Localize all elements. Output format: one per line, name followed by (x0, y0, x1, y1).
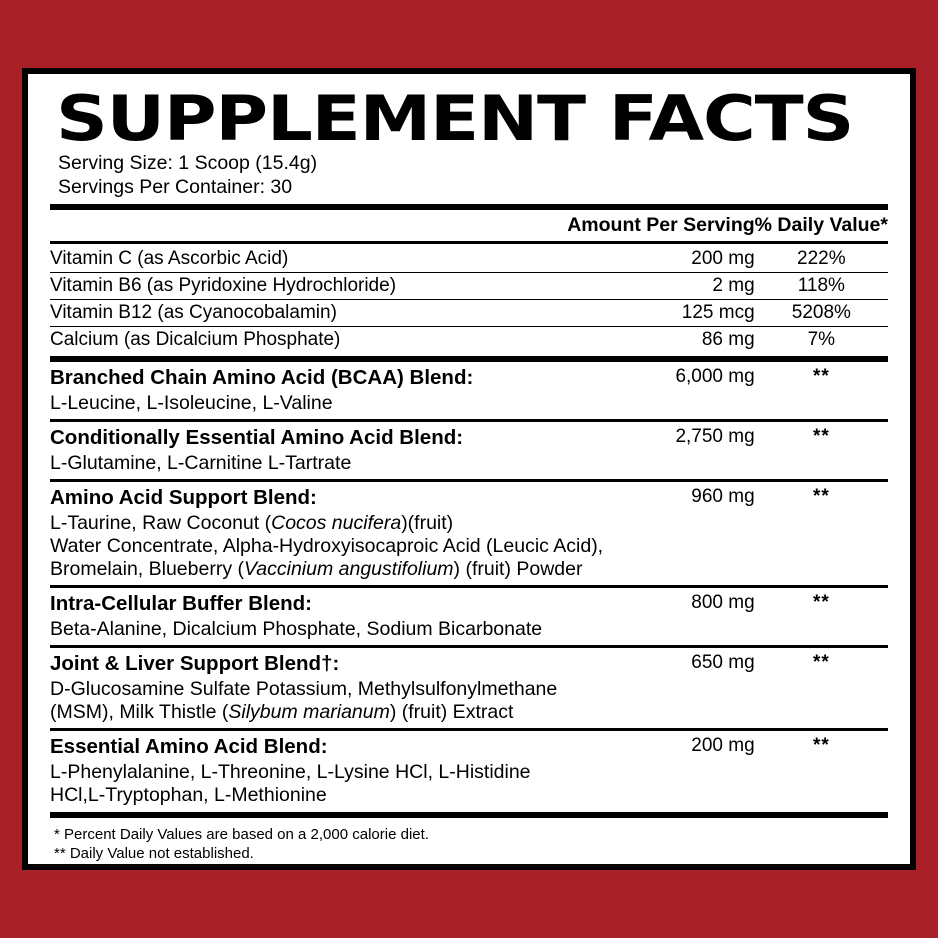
blend-ingredients (50, 677, 888, 725)
blend-amount: 200 mg (691, 734, 755, 756)
divider (50, 582, 888, 591)
table-row (50, 247, 888, 271)
divider-header (50, 238, 888, 247)
blend-daily-value: ** (812, 485, 830, 507)
ingredient-line: D-Glucosamine Sulfate Potassium, Methylsulfonylmethane (50, 677, 558, 700)
ingredient-line: L-Phenylalanine, L-Threonine, L-Lysine HCl, L-Histidine (50, 760, 531, 783)
blend-ingredients-row (50, 760, 888, 808)
divider (50, 416, 888, 425)
blend-name: Branched Chain Amino Acid (BCAA) Blend: (50, 365, 474, 389)
header-name (50, 213, 567, 238)
panel-inner (28, 74, 910, 864)
nutrient-daily-value: 5208% (791, 301, 851, 323)
ingredient-line: Bromelain, Blueberry (Vaccinium angustifolium) (fruit) Powder (50, 557, 583, 580)
supplement-facts-panel (22, 68, 916, 870)
divider (50, 476, 888, 485)
nutrient-name: Calcium (as Dicalcium Phosphate) (50, 328, 341, 350)
blend-amount: 960 mg (691, 485, 755, 507)
ingredient-line: HCl,L-Tryptophan, L-Methionine (50, 783, 327, 806)
blend-ingredients-row (50, 511, 888, 582)
table-row (50, 301, 888, 325)
table-row (50, 274, 888, 298)
divider-bottom (50, 808, 888, 821)
blend-ingredients (50, 511, 888, 582)
blend-ingredients-row (50, 391, 888, 416)
nutrient-daily-value: 7% (807, 328, 836, 350)
table-row (50, 328, 888, 352)
blend-daily-value: ** (812, 651, 830, 673)
nutrient-amount: 125 mcg (681, 301, 755, 323)
blend-amount: 800 mg (691, 591, 755, 613)
divider-top (50, 200, 888, 213)
blend-name: Conditionally Essential Amino Acid Blend: (50, 425, 464, 449)
nutrient-daily-value: 118% (797, 274, 845, 296)
blend-ingredients-row (50, 617, 888, 642)
blend-daily-value: ** (812, 734, 830, 756)
facts-table-body (50, 200, 888, 821)
nutrient-amount: 2 mg (712, 274, 755, 296)
ingredient-line: L-Leucine, L-Isoleucine, L-Valine (50, 391, 333, 414)
blend-ingredients-row (50, 451, 888, 476)
blend-ingredients (50, 617, 888, 642)
servings-per-container: Servings Per Container: 30 (58, 175, 293, 198)
table-row (50, 734, 888, 760)
blend-daily-value: ** (812, 591, 830, 613)
ingredient-line: L-Taurine, Raw Coconut (Cocos nucifera)(fruit) (50, 511, 454, 534)
divider-thick (50, 352, 888, 365)
blend-ingredients (50, 760, 888, 808)
blend-name: Joint & Liver Support Blend†: (50, 651, 340, 675)
footnotes (54, 825, 888, 865)
blend-daily-value: ** (812, 365, 830, 387)
table-row (50, 425, 888, 451)
header-daily-value: % Daily Value* (754, 213, 888, 236)
nutrient-amount: 86 mg (701, 328, 755, 350)
nutrient-daily-value: 222% (797, 247, 846, 269)
blend-daily-value: ** (812, 425, 830, 447)
divider (50, 642, 888, 651)
blend-ingredients (50, 391, 888, 416)
table-row (50, 365, 888, 391)
blend-amount: 2,750 mg (675, 425, 755, 447)
blend-amount: 6,000 mg (675, 365, 755, 387)
table-row (50, 651, 888, 677)
ingredient-line: Beta-Alanine, Dicalcium Phosphate, Sodium Bicarbonate (50, 617, 543, 640)
blend-name: Amino Acid Support Blend: (50, 485, 317, 509)
table-header-row (50, 213, 888, 238)
page-title: SUPPLEMENT FACTS (56, 82, 854, 155)
blend-name: Intra-Cellular Buffer Blend: (50, 591, 312, 615)
table-row (50, 485, 888, 511)
nutrient-name: Vitamin B6 (as Pyridoxine Hydrochloride) (50, 274, 397, 296)
table-row (50, 591, 888, 617)
blend-amount: 650 mg (691, 651, 755, 673)
footnote-not-established: ** Daily Value not established. (54, 845, 254, 863)
nutrient-name: Vitamin C (as Ascorbic Acid) (50, 247, 289, 269)
ingredient-line: (MSM), Milk Thistle (Silybum marianum) (fruit) Extract (50, 700, 514, 723)
nutrient-name: Vitamin B12 (as Cyanocobalamin) (50, 301, 337, 323)
blend-name: Essential Amino Acid Blend: (50, 734, 328, 758)
nutrient-amount: 200 mg (691, 247, 755, 269)
header-amount: Amount Per Serving (567, 213, 755, 236)
facts-table (50, 200, 888, 821)
blend-ingredients-row (50, 677, 888, 725)
ingredient-line: Water Concentrate, Alpha-Hydroxyisocaproic Acid (Leucic Acid), (50, 534, 604, 557)
ingredient-line: L-Glutamine, L-Carnitine L-Tartrate (50, 451, 352, 474)
divider (50, 725, 888, 734)
blend-ingredients (50, 451, 888, 476)
serving-size: Serving Size: 1 Scoop (15.4g) (58, 152, 318, 174)
footnote-daily-values: * Percent Daily Values are based on a 2,000 calorie diet. (54, 825, 429, 843)
